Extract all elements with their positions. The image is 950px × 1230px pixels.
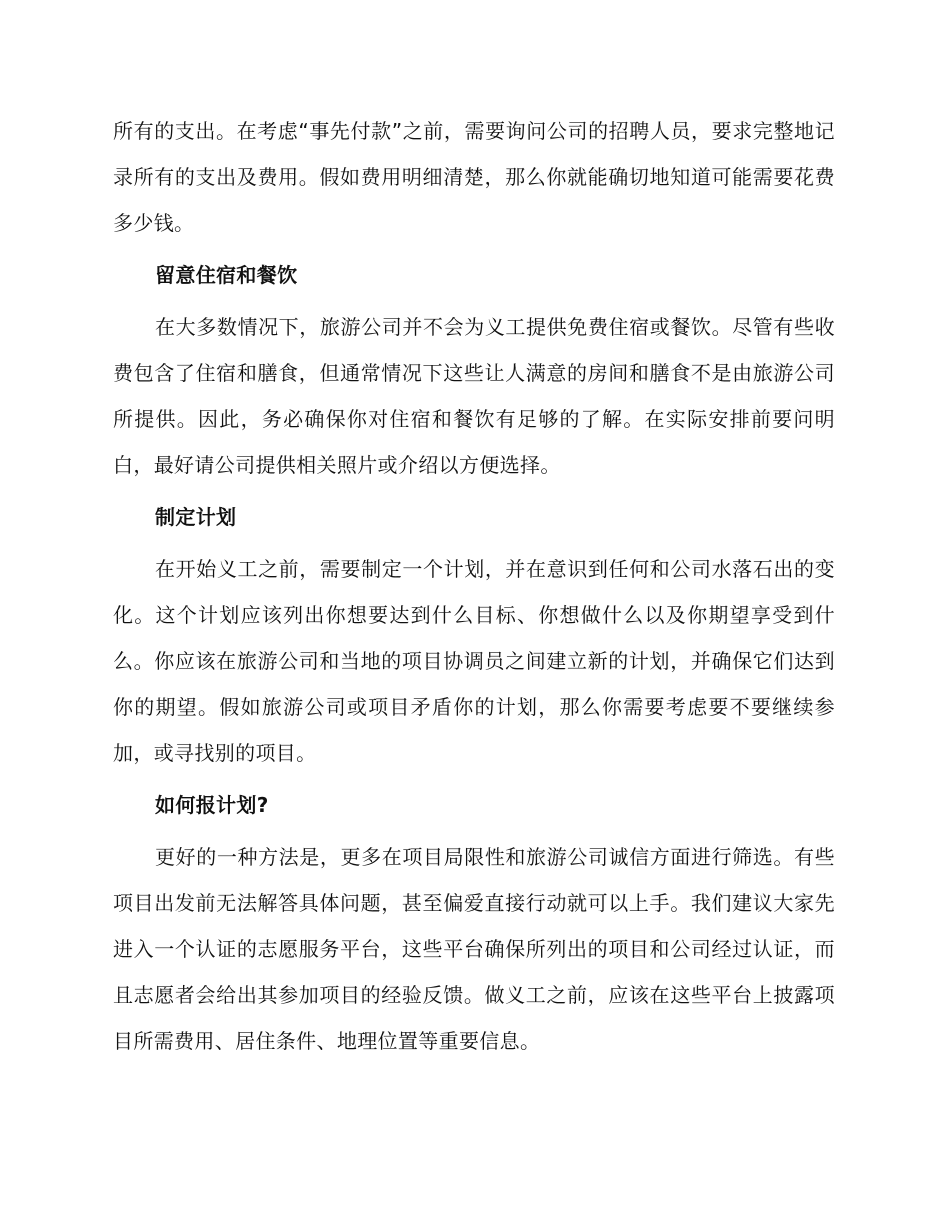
heading-accommodation: 留意住宿和餐饮 — [155, 263, 298, 287]
paragraph-expenses: 所有的支出。在考虑“事先付款”之前，需要询问公司的招聘人员，要求完整地记录所有的支出及费用。假如费用明细清楚，那么你就能确切地知道可能需要花费多少钱。 — [113, 119, 835, 235]
document-page — [113, 108, 835, 1064]
paragraph-accommodation: 在大多数情况下，旅游公司并不会为义工提供免费住宿或餐饮。尽管有些收费包含了住宿和膳食，但通常情况下这些让人满意的房间和膳食不是由旅游公司所提供。因此，务必确保你对住宿和餐饮有足够的了解。在实际安排前要问明白，最好请公司提供相关照片或介绍以方便选择。 — [113, 315, 835, 477]
paragraph-platform: 更好的一种方法是，更多在项目局限性和旅游公司诚信方面进行筛选。有些项目出发前无法解答具体问题，甚至偏爱直接行动就可以上手。我们建议大家先进入一个认证的志愿服务平台，这些平台确保所列出的项目和公司经过认证，而且志愿者会给出其参加项目的经验反馈。做义工之前，应该在这些平台上披露项目所需费用、居住条件、地理位置等重要信息。 — [113, 845, 835, 1053]
paragraph-plan: 在开始义工之前，需要制定一个计划，并在意识到任何和公司水落石出的变化。这个计划应该列出你想要达到什么目标、你想做什么以及你期望享受到什么。你应该在旅游公司和当地的项目协调员之间建立新的计划，并确保它们达到你的期望。假如旅游公司或项目矛盾你的计划，那么你需要考虑要不要继续参加，或寻找别的项目。 — [113, 557, 835, 765]
heading-how-to-plan: 如何报计划? — [155, 793, 269, 817]
heading-plan: 制定计划 — [155, 505, 237, 529]
